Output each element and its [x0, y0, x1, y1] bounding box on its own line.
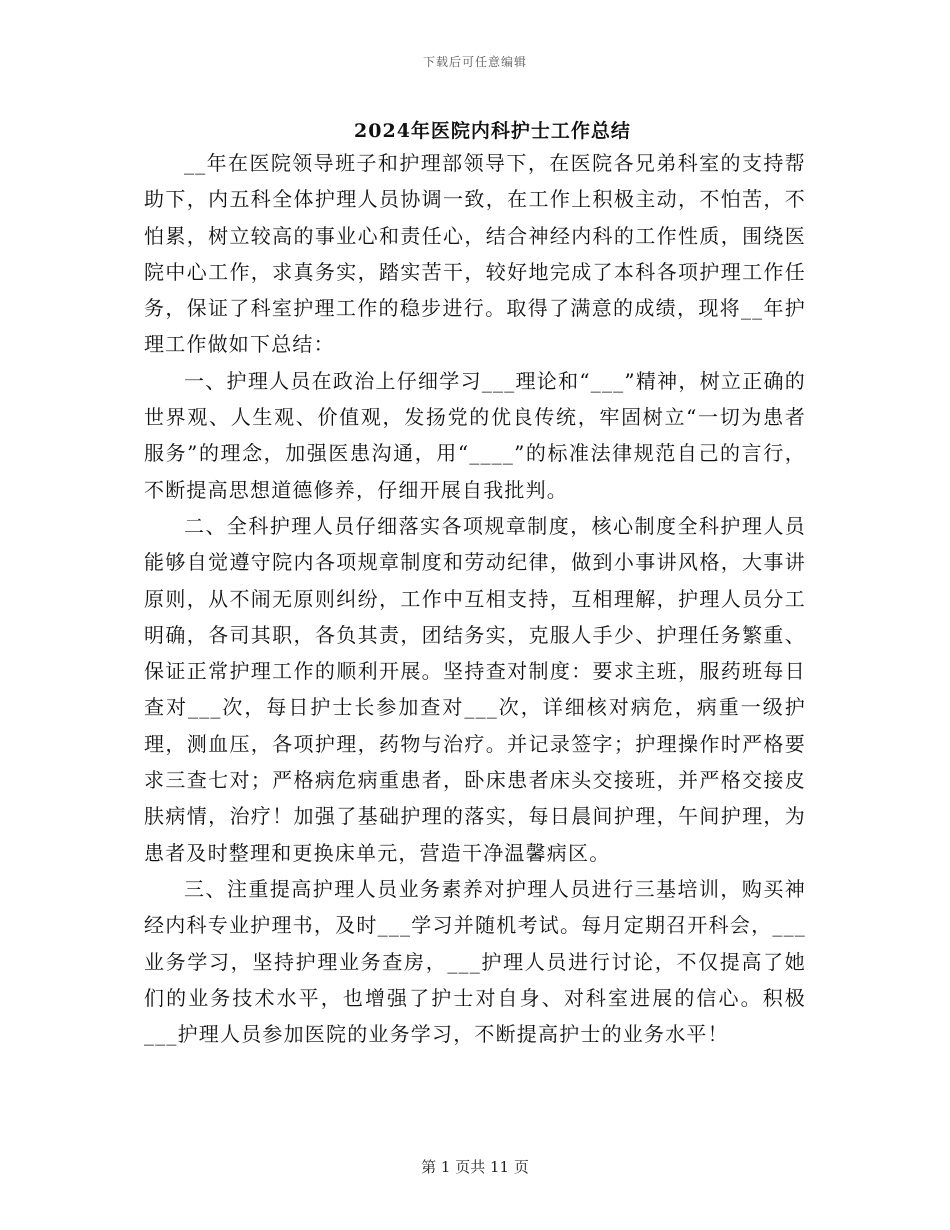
paragraph-section-2: 二、全科护理人员仔细落实各项规章制度，核心制度全科护理人员能够自觉遵守院内各项规章制度和劳动纪律，做到小事讲风格，大事讲原则，从不闹无原则纠纷，工作中互相支持，互相理解，护理人员分工明确，各司其职，各负其责，团结务实，克服人手少、护理任务繁重、保证正常护理工作的顺利开展。坚持查对制度：要求主班，服药班每日查对___次，每日护士长参加查对___次，详细核对病危，病重一级护理，测血压，各项护理，药物与治疗。并记录签字；护理操作时严格要求三查七对；严格病危病重患者，卧床患者床头交接班，并严格交接皮肤病情，治疗！加强了基础护理的落实，每日晨间护理，午间护理，为患者及时整理和更换床单元，营造干净温馨病区。	[144, 513, 806, 865]
page-number: 第 1 页共 11 页	[421, 1158, 529, 1176]
paragraph-section-3: 三、注重提高护理人员业务素养对护理人员进行三基培训，购买神经内科专业护理书，及时___学习并随机考试。每月定期召开科会，___业务学习，坚持护理业务查房，___护理人员进行讨论，不仅提高了她们的业务技术水平，也增强了护士对自身、对科室进展的信心。积极___护理人员参加医院的业务学习，不断提高护士的业务水平！	[144, 876, 806, 1047]
download-note: 下载后可任意编辑	[422, 55, 527, 69]
document-body	[144, 145, 806, 1052]
paragraph-section-1: 一、护理人员在政治上仔细学习___理论和“___”精神，树立正确的世界观、人生观、价值观，发扬党的优良传统，牢固树立“一切为患者服务”的理念，加强医患沟通，用“____”的标准法律规范自己的言行，不断提高思想道德修养，仔细开展自我批判。	[144, 368, 806, 502]
paragraph-intro: __年在医院领导班子和护理部领导下，在医院各兄弟科室的支持帮助下，内五科全体护理人员协调一致，在工作上积极主动，不怕苦，不怕累，树立较高的事业心和责任心，结合神经内科的工作性质，围绕医院中心工作，求真务实，踏实苦干，较好地完成了本科各项护理工作任务，保证了科室护理工作的稳步进行。取得了满意的成绩，现将__年护理工作做如下总结：	[144, 151, 806, 357]
document-title: 2024年医院内科护士工作总结	[354, 120, 631, 142]
